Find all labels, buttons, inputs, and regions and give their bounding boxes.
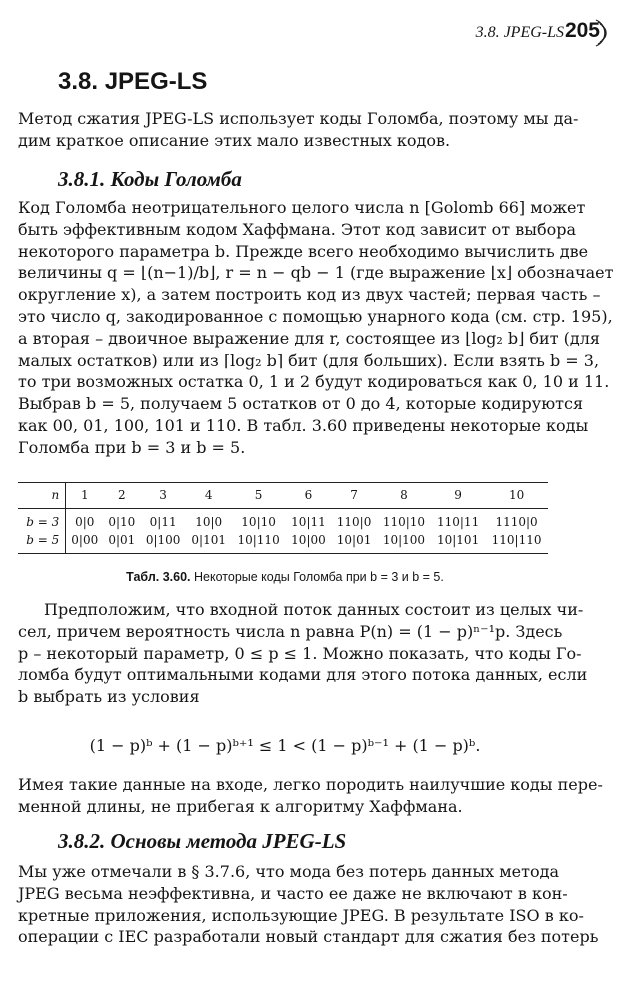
text-line: а вторая – двоичное выражение для r, состоящее из ⌊log₂ b⌋ бит (для [18,328,600,348]
table-row [18,509,548,532]
table-cell: 10|101 [436,533,480,547]
table-header-cell: 9 [431,483,485,509]
text-line: кретные приложения, использующие JPEG. В результате ISO в ко- [18,905,584,925]
text-line: то три возможных остатка 0, 1 и 2 будут кодироваться как 0, 10 и 11. [18,372,610,392]
table-row [18,531,548,554]
table-cell: 10|00 [291,533,326,547]
golomb-paragraph [18,197,614,459]
table-header-cell: 3 [140,483,186,509]
table-header-cell: 2 [103,483,140,509]
text-line: ломба будут оптимальными кодами для этого потока данных, если [18,665,588,685]
table-cell: 0|101 [191,533,227,547]
table-cell: 0|01 [108,533,136,547]
table-cell: 0|11 [149,515,177,529]
text-line: Метод сжатия JPEG-LS использует коды Голомба, поэтому мы да- [18,109,579,128]
table-caption-label: Табл. 3.60. [126,570,191,584]
table-header-row [18,483,548,509]
display-formula: (1 − p)ᵇ + (1 − p)ᵇ⁺¹ ≤ 1 < (1 − p)ᵇ⁻¹ + (1 − p)ᵇ. [89,736,481,755]
text-line: дим краткое описание этих мало известных кодов. [18,130,451,150]
text-line: менной длины, не прибегая к алгоритму Хаффмана. [18,796,463,816]
subsection-title-golomb: 3.8.1. Коды Голомба [58,167,242,191]
text-line: малых остатков) или из ⌈log₂ b⌉ бит (для больших). Если взять b = 3, [18,350,600,370]
table-header-cell: 7 [331,483,377,509]
text-line: Предположим, что входной поток данных состоит из целых чи- [44,600,584,619]
table-header-cell: 5 [232,483,286,509]
text-line: некоторого параметра b. Прежде всего необходимо вычислить две [18,241,589,261]
text-line: b выбрать из условия [18,687,200,707]
table-header-cell: 10 [485,483,548,509]
table-cell: 10|100 [382,533,426,547]
golomb-codes-table [18,482,548,554]
intro-paragraph [18,108,579,152]
table-cell: 10|0 [195,515,223,529]
text-line: операции с IEC разработали новый стандарт для сжатия без потерь [18,927,599,947]
table-header-cell: 8 [377,483,431,509]
table-header-cell: 6 [286,483,332,509]
table-cell: 110|10 [382,515,426,529]
table-cell: 110|11 [436,515,480,529]
subsection-title-jpeg-ls-basics: 3.8.2. Основы метода JPEG-LS [58,829,347,853]
conclusion-paragraph [18,774,603,818]
table-cell: b = 5 [18,531,66,554]
table-header-cell: 4 [186,483,232,509]
running-head: 3.8. JPEG-LS [475,24,564,41]
text-line: JPEG весьма неэффективна, и часто ее даже не включают в кон- [18,883,568,903]
text-line: Имея такие данные на входе, легко породить наилучшие коды пере- [18,775,603,794]
text-line: p – некоторый параметр, 0 ≤ p ≤ 1. Можно показать, что коды Го- [18,643,582,663]
page-number-ornament-icon [576,16,610,50]
table-cell: 110|110 [491,533,542,547]
table-cell: b = 3 [18,509,66,532]
text-line: Код Голомба неотрицательного целого числа n [Golomb 66] может [18,198,586,217]
table-header-cell: 1 [66,483,104,509]
table-header-cell: n [18,483,66,509]
text-line: сел, причем вероятность числа n равна P(n) = (1 − p)ⁿ⁻¹p. Здесь [18,621,563,641]
text-line: Мы уже отмечали в § 3.7.6, что мода без потерь данных метода [18,862,560,881]
table-caption-text: Некоторые коды Голомба при b = 3 и b = 5. [194,570,444,584]
table-cell: 0|00 [71,533,99,547]
table-cell: 10|01 [336,533,372,547]
table-cell: 0|100 [145,533,181,547]
text-line: Выбрав b = 5, получаем 5 остатков от 0 до 4, которые кодируются [18,394,584,414]
page-number: 205 [564,19,600,42]
distribution-paragraph [18,599,588,708]
text-line: величины q = ⌊(n−1)/b⌋, r = n − qb − 1 (где выражение ⌊x⌋ обозначает [18,263,614,283]
table-cell: 10|110 [237,533,280,547]
table-cell: 0|0 [75,515,95,529]
table-cell: 10|11 [291,515,326,529]
text-line: как 00, 01, 100, 101 и 110. В табл. 3.60 приведены некоторые коды [18,415,589,435]
jpeg-ls-paragraph [18,861,599,948]
text-line: округление x), а затем построить код из двух частей; первая часть – [18,285,601,305]
table-cell: 110|0 [336,515,372,529]
table-cell: 0|10 [108,515,136,529]
text-line: Голомба при b = 3 и b = 5. [18,437,246,457]
section-title: 3.8. JPEG-LS [58,68,208,95]
table-cell: 1110|0 [495,515,538,529]
table-cell: 10|10 [241,515,276,529]
table-caption [0,570,570,584]
text-line: быть эффективным кодом Хаффмана. Этот код зависит от выбора [18,219,577,239]
text-line: это число q, закодированное с помощью унарного кода (см. стр. 195), [18,306,613,326]
